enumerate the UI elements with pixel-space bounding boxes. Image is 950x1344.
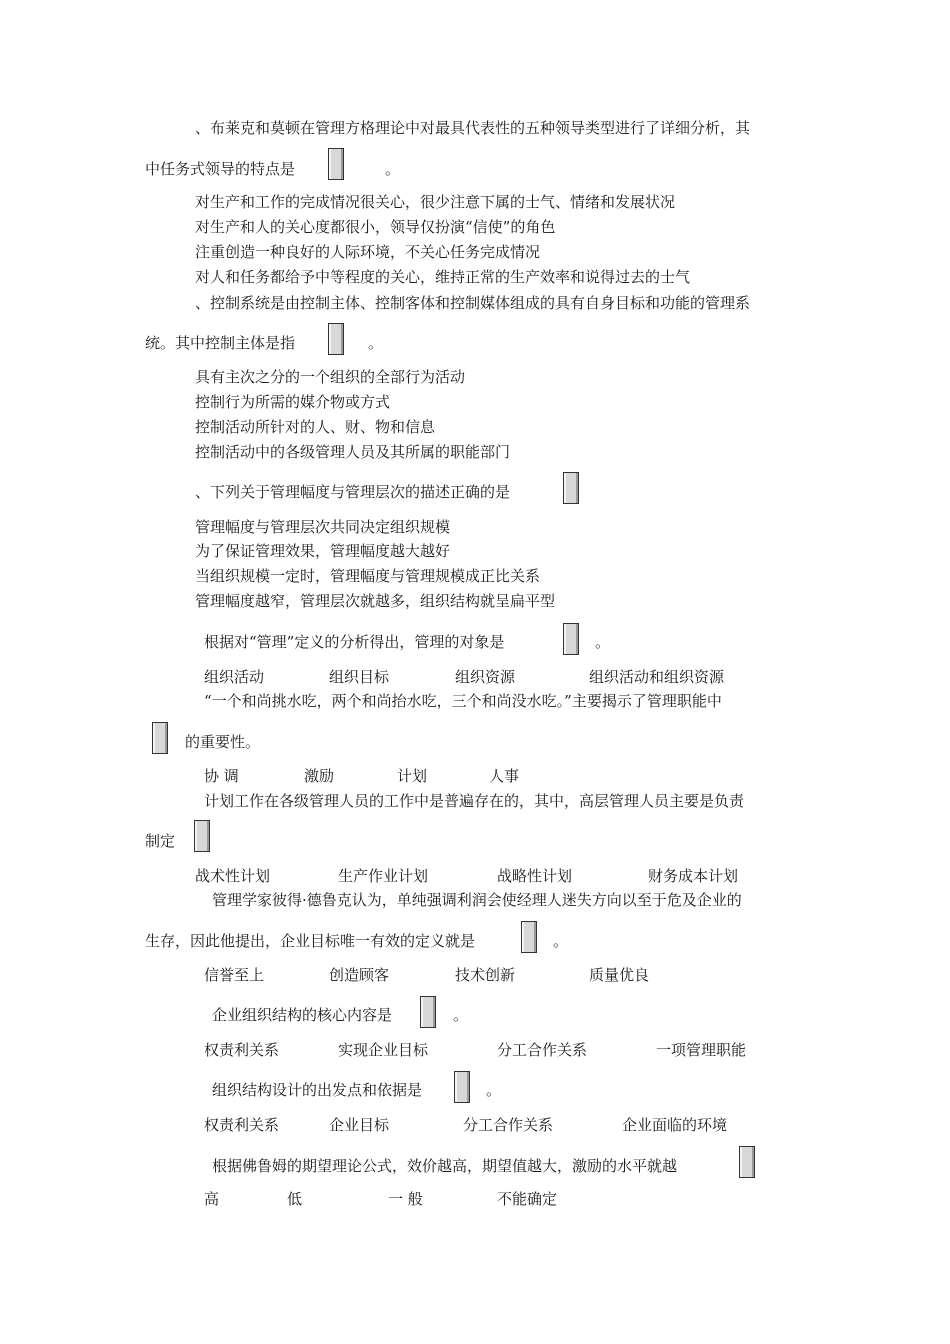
q6-option-a: 战术性计划 xyxy=(195,867,271,885)
q2-answer-box[interactable] xyxy=(328,323,344,355)
q4-answer-box[interactable] xyxy=(563,623,579,655)
q3-option-c: 当组织规模一定时，管理幅度与管理规模成正比关系 xyxy=(195,567,541,585)
q1-stem-line1: 、布莱克和莫顿在管理方格理论中对最具代表性的五种领导类型进行了详细分析，其 xyxy=(195,119,751,137)
q6-stem-line2: 制定 xyxy=(145,832,176,850)
q9-option-d: 企业面临的环境 xyxy=(622,1116,728,1134)
q4-option-a: 组织活动 xyxy=(204,668,265,686)
q6-option-c: 战略性计划 xyxy=(497,867,573,885)
q1-stem-line2: 中任务式领导的特点是 xyxy=(145,160,296,178)
q7-answer-box[interactable] xyxy=(521,921,537,953)
q9-answer-box[interactable] xyxy=(454,1071,470,1103)
q1-option-d: 对人和任务都给予中等程度的关心，维持正常的生产效率和说得过去的士气 xyxy=(195,268,691,286)
q9-option-a: 权责利关系 xyxy=(204,1116,280,1134)
q2-stem-end: 。 xyxy=(368,334,384,352)
q5-option-a: 协 调 xyxy=(204,767,239,785)
q9-option-b: 企业目标 xyxy=(329,1116,390,1134)
q9-stem: 组织结构设计的出发点和依据是 xyxy=(212,1081,423,1099)
q10-option-a: 高 xyxy=(204,1190,220,1208)
q7-option-b: 创造顾客 xyxy=(329,966,390,984)
q3-stem: 、下列关于管理幅度与管理层次的描述正确的是 xyxy=(195,483,511,501)
q6-answer-box[interactable] xyxy=(194,820,210,852)
q4-stem: 根据对“管理”定义的分析得出，管理的对象是 xyxy=(204,633,505,651)
q1-option-a: 对生产和工作的完成情况很关心，很少注意下属的士气、情绪和发展状况 xyxy=(195,193,676,211)
q3-option-d: 管理幅度越窄，管理层次就越多，组织结构就呈扁平型 xyxy=(195,592,556,610)
q7-option-d: 质量优良 xyxy=(589,966,650,984)
q3-option-b: 为了保证管理效果，管理幅度越大越好 xyxy=(195,542,451,560)
q4-option-d: 组织活动和组织资源 xyxy=(589,668,725,686)
q7-stem-line1: 管理学家彼得·德鲁克认为，单纯强调利润会使经理人迷失方向以至于危及企业的 xyxy=(212,891,742,909)
q7-option-c: 技术创新 xyxy=(455,966,516,984)
q10-answer-box[interactable] xyxy=(739,1146,755,1178)
q8-option-b: 实现企业目标 xyxy=(338,1041,429,1059)
q4-option-c: 组织资源 xyxy=(455,668,516,686)
q7-stem-line2: 生存，因此他提出，企业目标唯一有效的定义就是 xyxy=(145,932,476,950)
q1-answer-box[interactable] xyxy=(328,148,344,180)
q4-option-b: 组织目标 xyxy=(329,668,390,686)
q2-option-b: 控制行为所需的媒介物或方式 xyxy=(195,393,391,411)
q2-option-a: 具有主次之分的一个组织的全部行为活动 xyxy=(195,368,466,386)
q9-stem-end: 。 xyxy=(486,1081,502,1099)
q8-answer-box[interactable] xyxy=(420,996,436,1028)
q5-stem-line1: “一个和尚挑水吃，两个和尚抬水吃，三个和尚没水吃。”主要揭示了管理职能中 xyxy=(204,692,722,710)
q6-stem-line1: 计划工作在各级管理人员的工作中是普遍存在的，其中，高层管理人员主要是负责 xyxy=(204,792,745,810)
q7-option-a: 信誉至上 xyxy=(204,966,265,984)
q1-option-b: 对生产和人的关心度都很小，领导仅扮演“信使”的角色 xyxy=(195,218,556,236)
q7-stem-end: 。 xyxy=(553,932,569,950)
q6-option-d: 财务成本计划 xyxy=(648,867,739,885)
q5-option-d: 人事 xyxy=(489,767,520,785)
q5-option-b: 激励 xyxy=(304,767,335,785)
q10-option-c: 一 般 xyxy=(388,1190,423,1208)
q8-option-c: 分工合作关系 xyxy=(497,1041,588,1059)
q6-option-b: 生产作业计划 xyxy=(338,867,429,885)
q5-answer-box[interactable] xyxy=(152,722,168,754)
q8-option-a: 权责利关系 xyxy=(204,1041,280,1059)
q8-stem: 企业组织结构的核心内容是 xyxy=(212,1006,393,1024)
q3-answer-box[interactable] xyxy=(563,472,579,504)
q8-stem-end: 。 xyxy=(453,1006,469,1024)
q2-stem-line1: 、控制系统是由控制主体、控制客体和控制媒体组成的具有自身目标和功能的管理系 xyxy=(195,294,751,312)
q1-option-c: 注重创造一种良好的人际环境，不关心任务完成情况 xyxy=(195,243,541,261)
q2-option-d: 控制活动中的各级管理人员及其所属的职能部门 xyxy=(195,443,511,461)
q2-stem-line2: 统。其中控制主体是指 xyxy=(145,334,296,352)
q5-stem-line2: 的重要性。 xyxy=(185,733,261,751)
q8-option-d: 一项管理职能 xyxy=(656,1041,747,1059)
q10-stem: 根据佛鲁姆的期望理论公式，效价越高，期望值越大，激励的水平就越 xyxy=(212,1157,678,1175)
q2-option-c: 控制活动所针对的人、财、物和信息 xyxy=(195,418,436,436)
q10-option-b: 低 xyxy=(287,1190,303,1208)
q9-option-c: 分工合作关系 xyxy=(463,1116,554,1134)
q5-option-c: 计划 xyxy=(397,767,428,785)
q1-stem-end: 。 xyxy=(385,160,401,178)
q10-option-d: 不能确定 xyxy=(497,1190,558,1208)
q4-stem-end: 。 xyxy=(595,633,611,651)
q3-option-a: 管理幅度与管理层次共同决定组织规模 xyxy=(195,518,451,536)
